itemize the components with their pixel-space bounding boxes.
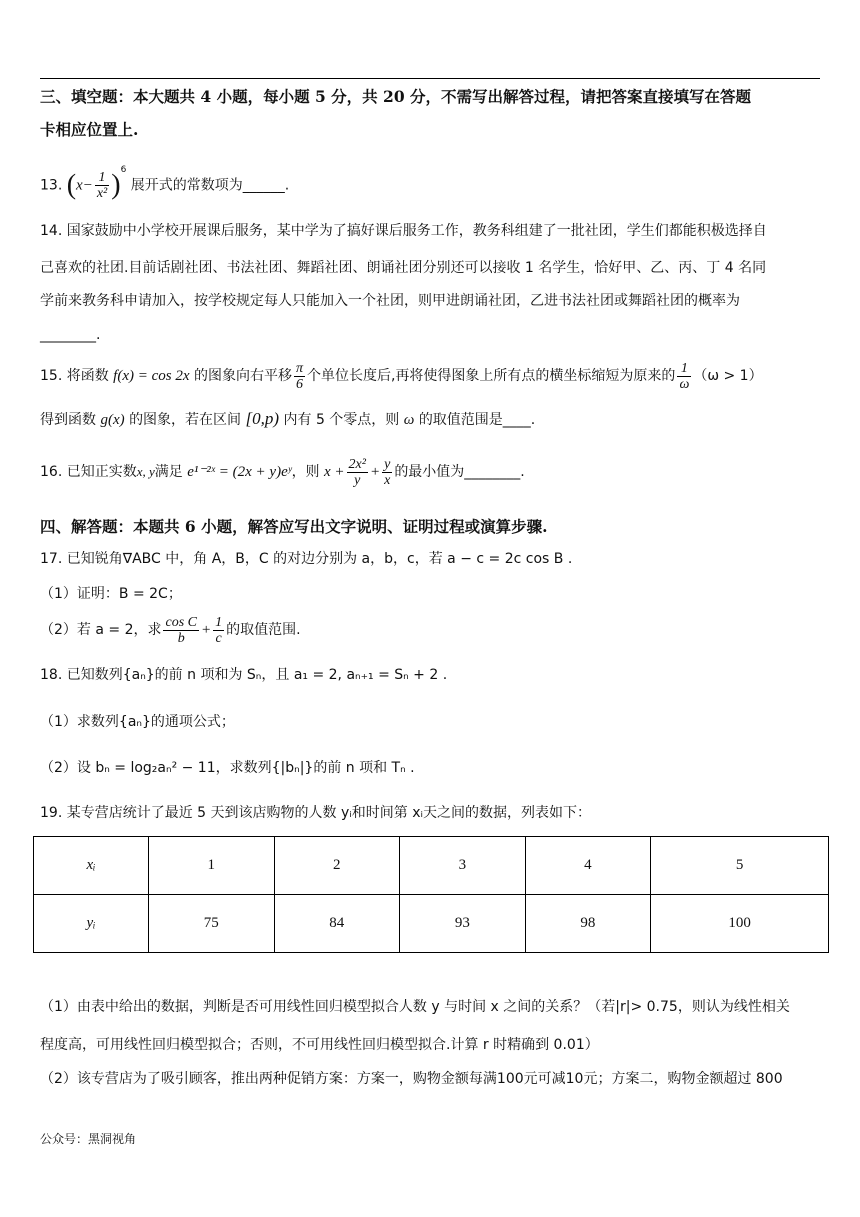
q16-fraction-1	[347, 457, 368, 488]
q17-part2	[40, 612, 820, 648]
table-row-x	[34, 837, 829, 895]
q13-right-paren: )	[111, 169, 121, 201]
q13-base: x−	[76, 177, 93, 194]
table-cell-x: 1	[149, 837, 275, 895]
q16-text-c: ，则	[291, 464, 320, 480]
q15-line2-c: 内有 5 个零点，则	[283, 412, 400, 428]
q16-frac2-den: x	[384, 472, 391, 488]
question-15-line1	[40, 356, 820, 396]
q17-fraction-2	[213, 615, 224, 646]
q16-expr-a: x +	[324, 464, 345, 480]
q19-data-table	[33, 836, 829, 953]
q17-part2-b: 的取值范围.	[226, 622, 301, 638]
section4-heading: 四、解答题：本题共 6 小题，解答应写出文字说明、证明过程或演算步骤.	[40, 517, 548, 536]
q15-text-b: 的图象向右平移	[193, 368, 292, 384]
q15-fraction-shift	[294, 361, 305, 392]
q13-fraction	[95, 170, 109, 201]
q18-part2: （2）设 bₙ = log₂aₙ² − 11，求数列{|bₙ|}的前 n 项和 Tₙ .	[40, 760, 415, 776]
q13-exponent: 6	[120, 165, 127, 175]
q13-frac-den: x²	[96, 186, 108, 202]
q18-stem: 18. 已知数列{aₙ}的前 n 项和为 Sₙ，且 a₁ = 2, aₙ₊₁ = Sₙ + 2 .	[40, 667, 448, 683]
q17-frac-den: b	[177, 630, 185, 646]
q15-frac-num: π	[295, 360, 303, 376]
q16-frac-num: 2x²	[348, 456, 366, 472]
q15-omega: ω	[403, 412, 415, 428]
section3-heading-line2: 卡相应位置上.	[40, 120, 139, 139]
table-header-y: yᵢ	[34, 895, 149, 953]
q16-fraction-2	[382, 457, 392, 488]
q19-part1-line2: 程度高，可用线性回归模型拟合；否则，不可用线性回归模型拟合.计算 r 时精确到 0.01）	[40, 1037, 599, 1053]
q15-text-a: 15. 将函数	[40, 368, 109, 384]
q17-part1: （1）证明：B = 2C；	[40, 586, 182, 602]
section3-heading-line1: 三、填空题：本大题共 4 小题，每小题 5 分，共 20 分，不需写出解答过程，请把答案直接填写在答题	[40, 87, 752, 106]
table-cell-x: 2	[274, 837, 400, 895]
q15-line2-a: 得到函数	[40, 412, 96, 428]
q17-frac2-num: 1	[215, 614, 223, 630]
q19-part2: （2）该专营店为了吸引顾客，推出两种促销方案：方案一，购物金额每满100元可减10元；方案二，购物金额超过 800	[40, 1071, 783, 1087]
q15-interval: [0,p)	[245, 409, 280, 428]
q16-plus: +	[369, 464, 381, 480]
q15-fraction-omega	[677, 361, 691, 392]
q17-part2-a: （2）若 a = 2，求	[40, 622, 162, 638]
q15-line2-b: 的图象，若在区间	[129, 412, 242, 428]
q13-left-paren: (	[66, 169, 77, 201]
top-rule	[40, 78, 820, 79]
q15-frac-den: 6	[295, 376, 303, 392]
q15-function-g: g(x)	[100, 412, 125, 428]
q14-line2: 己喜欢的社团.目前话剧社团、书法社团、舞蹈社团、朗诵社团分别还可以接收 1 名学生，恰好甲、乙、丙、丁 4 名同	[40, 260, 767, 276]
q14-line1: 14. 国家鼓励中小学校开展课后服务，某中学为了搞好课后服务工作，教务科组建了一批社团，学生们都能积极选择自	[40, 223, 767, 239]
q15-line2-d: 的取值范围是____.	[418, 412, 536, 428]
q13-number: 13.	[40, 177, 63, 194]
q18-part1: （1）求数列{aₙ}的通项公式；	[40, 714, 235, 730]
q17-frac-num: cos C	[165, 614, 197, 630]
q16-equation: e¹⁻²ˣ = (2x + y)eʸ	[187, 464, 292, 480]
table-cell-x: 3	[400, 837, 526, 895]
table-cell-y: 84	[274, 895, 400, 953]
q15-text-c: 个单位长度后,再将使得图象上所有点的横坐标缩短为原来的	[306, 368, 676, 384]
table-cell-y: 100	[651, 895, 829, 953]
table-cell-x: 5	[651, 837, 829, 895]
q17-stem: 17. 已知锐角∇ABC 中，角 A，B，C 的对边分别为 a，b，c，若 a − c = 2c cos B .	[40, 551, 573, 567]
q15-frac2-num: 1	[677, 361, 691, 377]
q15-text-d: （ω > 1）	[693, 368, 763, 384]
q13-text: 展开式的常数项为______.	[130, 177, 290, 194]
q16-vars: x, y	[136, 464, 155, 479]
table-cell-x: 4	[525, 837, 651, 895]
table-cell-y: 75	[149, 895, 275, 953]
q19-part1-line1: （1）由表中给出的数据，判断是否可用线性回归模型拟合人数 y 与时间 x 之间的关系？（若|r|> 0.75，则认为线性相关	[40, 999, 790, 1015]
question-16	[40, 452, 820, 492]
q16-frac-den: y	[354, 472, 361, 488]
q15-function-f: f(x) = cos 2x	[113, 368, 190, 384]
q15-frac2-den: ω	[679, 376, 690, 392]
q17-fraction-1	[163, 615, 199, 646]
q16-text-b: 满足	[154, 464, 183, 480]
table-cell-y: 98	[525, 895, 651, 953]
table-row-y	[34, 895, 829, 953]
q16-frac2-num: y	[384, 456, 391, 472]
q16-text-d: 的最小值为________.	[394, 464, 525, 480]
q19-stem: 19. 某专营店统计了最近 5 天到该店购物的人数 yᵢ和时间第 xᵢ天之间的数据，列表如下：	[40, 805, 591, 821]
question-15-line2	[40, 404, 820, 434]
table-header-x: xᵢ	[34, 837, 149, 895]
q14-line3: 学前来教务科申请加入，按学校规定每人只能加入一个社团，则甲进朗诵社团，乙进书法社团或舞蹈社团的概率为	[40, 293, 740, 309]
footer-credit: 公众号：黑洞视角	[40, 1132, 137, 1146]
q14-line4: ________.	[40, 327, 101, 343]
q17-frac2-den: c	[215, 630, 222, 646]
q13-frac-num: 1	[95, 170, 109, 186]
q16-text-a: 16. 已知正实数	[40, 464, 137, 480]
q17-plus: +	[200, 622, 212, 638]
table-cell-y: 93	[400, 895, 526, 953]
question-13	[40, 162, 820, 202]
